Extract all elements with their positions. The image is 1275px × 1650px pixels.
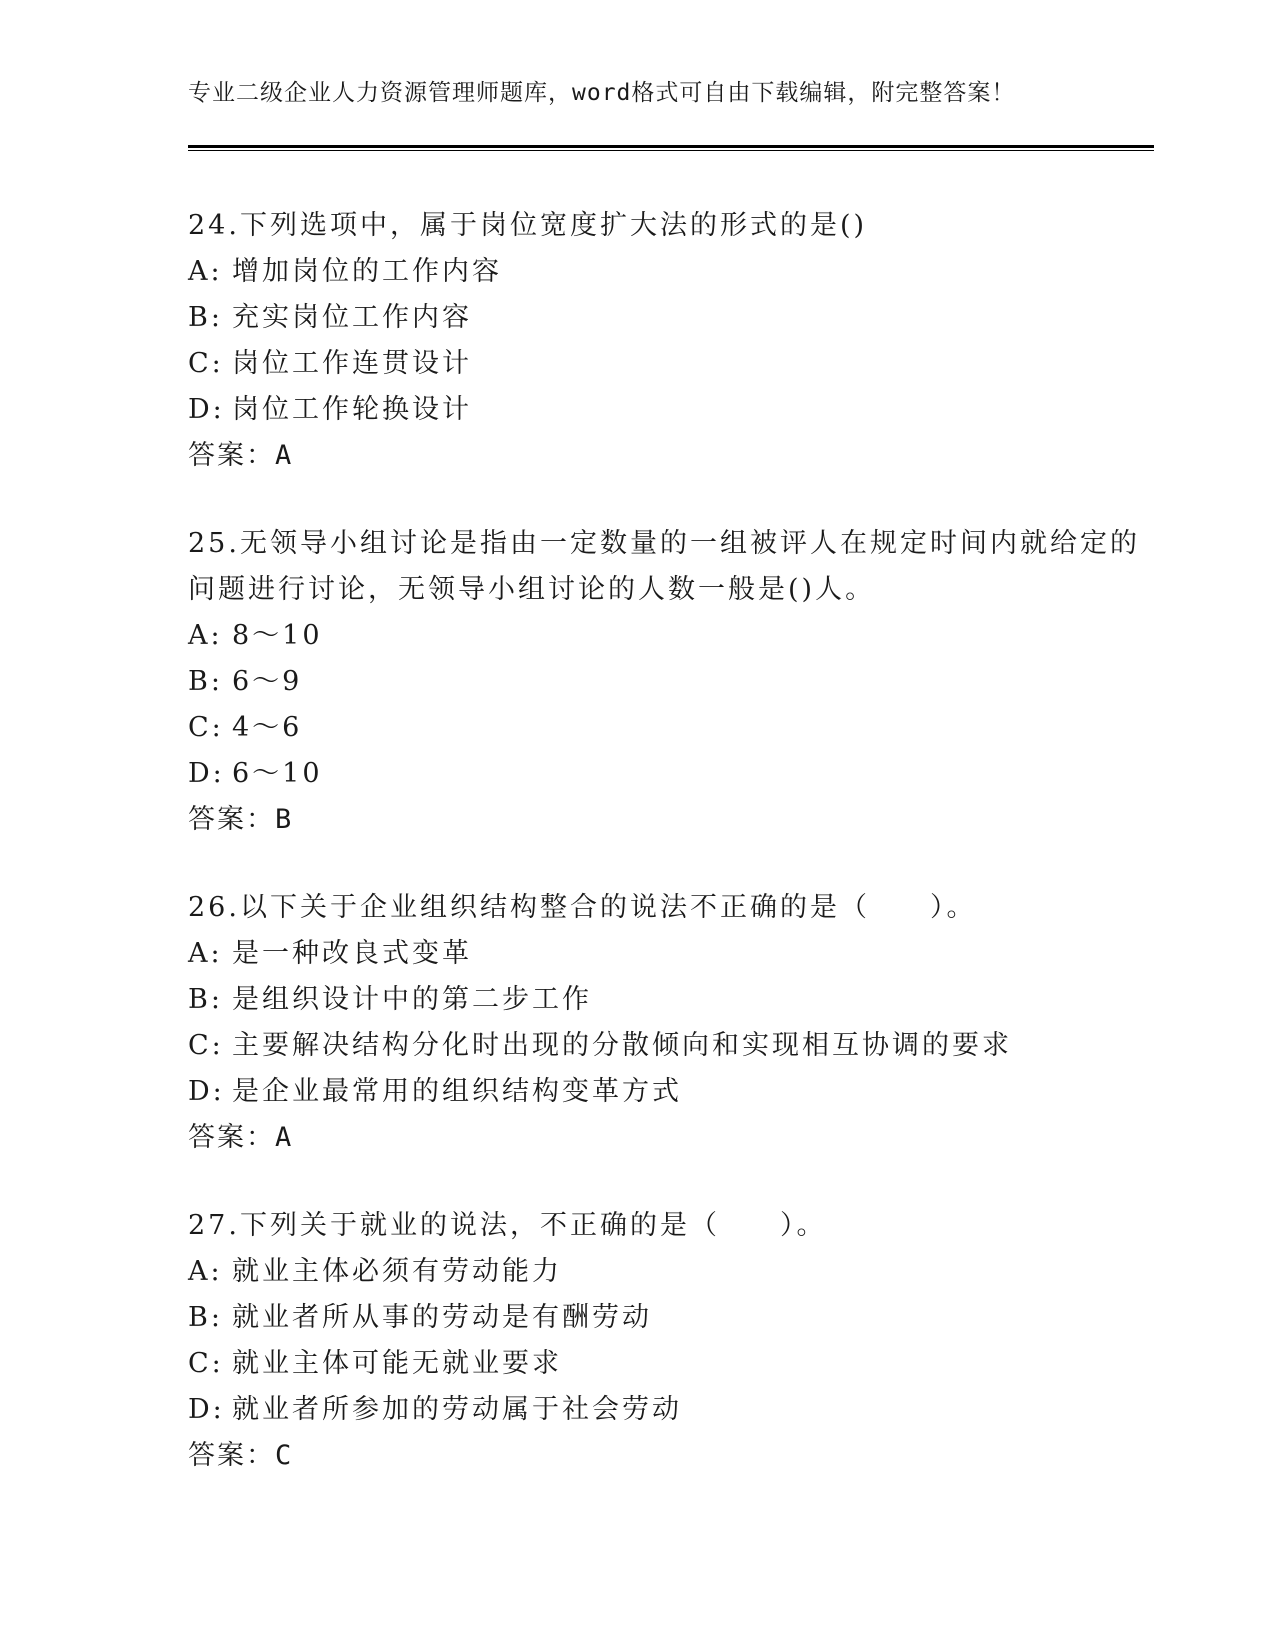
option-key: D: [188,1076,225,1107]
option-b [188,1295,1148,1341]
question-27 [188,1203,1148,1479]
option-a [188,249,1148,295]
option-b [188,659,1148,705]
question-stem: 25.无领导小组讨论是指由一定数量的一组被评人在规定时间内就给定的问题进行讨论，无领导小组讨论的人数一般是()人。 [188,528,1140,605]
option-key: B: [188,984,223,1015]
option-d [188,387,1148,433]
option-a [188,613,1148,659]
option-key: D: [188,394,225,425]
option-a [188,931,1148,977]
option-text: 就业者所参加的劳动属于社会劳动 [232,1394,682,1425]
answer-value: A [275,440,292,471]
option-key: A: [188,1256,223,1287]
answer-line [188,1433,1148,1479]
option-d [188,751,1148,797]
option-text: 是企业最常用的组织结构变革方式 [232,1076,682,1107]
option-a [188,1249,1148,1295]
page-header: 专业二级企业人力资源管理师题库，word格式可自由下载编辑，附完整答案！ [188,80,1016,106]
option-text: 8～10 [232,620,323,651]
answer-value: A [275,1122,292,1153]
question-24 [188,203,1148,479]
option-d [188,1069,1148,1115]
option-key: C: [188,712,224,743]
answer-value: C [275,1440,292,1471]
answer-line [188,797,1148,843]
header-rule-thick [188,145,1154,148]
option-key: A: [188,620,223,651]
option-c [188,705,1148,751]
question-stem: 27.下列关于就业的说法，不正确的是（ ）。 [188,1210,827,1241]
option-text: 岗位工作轮换设计 [232,394,472,425]
answer-line [188,433,1148,479]
option-key: C: [188,1348,224,1379]
option-key: B: [188,1302,223,1333]
option-key: C: [188,348,224,379]
question-stem: 24.下列选项中，属于岗位宽度扩大法的形式的是() [188,210,868,241]
option-b [188,977,1148,1023]
option-text: 就业主体必须有劳动能力 [232,1256,562,1287]
option-key: C: [188,1030,224,1061]
question-list [188,203,1148,1521]
option-key: D: [188,758,225,789]
answer-label: 答案： [188,1440,275,1471]
option-d [188,1387,1148,1433]
question-25 [188,521,1148,843]
answer-value: B [275,804,292,835]
option-c [188,1341,1148,1387]
answer-label: 答案： [188,804,275,835]
option-text: 就业者所从事的劳动是有酬劳动 [232,1302,652,1333]
option-text: 是一种改良式变革 [232,938,472,969]
option-key: B: [188,302,223,333]
option-c [188,1023,1148,1069]
option-text: 6～10 [232,758,323,789]
option-b [188,295,1148,341]
option-text: 是组织设计中的第二步工作 [232,984,592,1015]
option-text: 6～9 [232,666,303,697]
option-text: 增加岗位的工作内容 [232,256,502,287]
header-rule-thin [188,150,1154,151]
option-text: 就业主体可能无就业要求 [232,1348,562,1379]
option-text: 充实岗位工作内容 [232,302,472,333]
answer-line [188,1115,1148,1161]
option-key: B: [188,666,223,697]
option-text: 主要解决结构分化时出现的分散倾向和实现相互协调的要求 [232,1030,1012,1061]
option-c [188,341,1148,387]
option-key: A: [188,256,223,287]
option-key: D: [188,1394,225,1425]
option-text: 4～6 [232,712,303,743]
question-stem: 26.以下关于企业组织结构整合的说法不正确的是（ ）。 [188,892,977,923]
answer-label: 答案： [188,1122,275,1153]
question-26 [188,885,1148,1161]
option-text: 岗位工作连贯设计 [232,348,472,379]
answer-label: 答案： [188,440,275,471]
option-key: A: [188,938,223,969]
